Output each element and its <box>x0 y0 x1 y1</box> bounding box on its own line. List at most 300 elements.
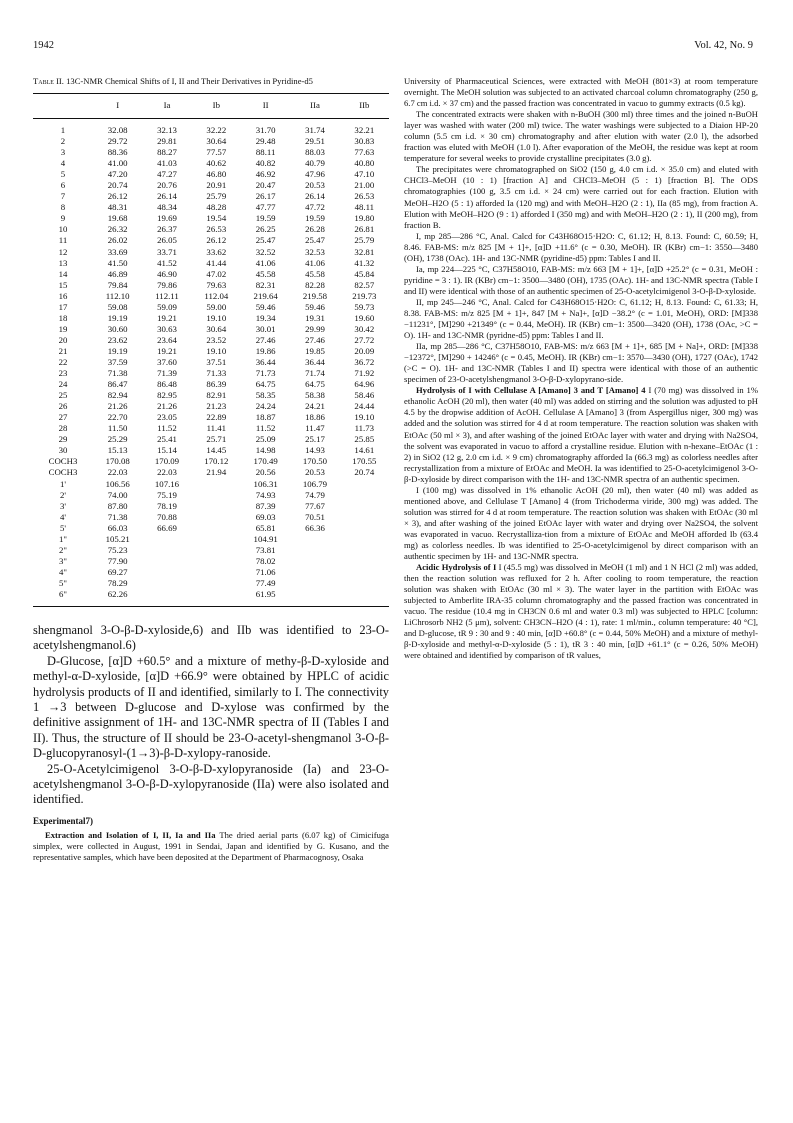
row-label-cell: 28 <box>58 423 68 434</box>
table-row <box>33 490 389 501</box>
table-cell: 41.06 <box>255 257 276 268</box>
table-cell: 58.46 <box>354 390 375 401</box>
table-cell: 170.55 <box>352 456 377 467</box>
table-cell: 59.00 <box>206 301 227 312</box>
table-cell: 19.10 <box>206 312 227 323</box>
table-cell: 82.94 <box>107 390 128 401</box>
table-cell: 30.64 <box>206 136 227 147</box>
table-cell: 26.53 <box>354 191 375 202</box>
table-cell: 71.33 <box>206 368 227 379</box>
table-cell: 41.00 <box>107 158 128 169</box>
table-cell: 86.47 <box>107 379 128 390</box>
table-cell: 32.81 <box>354 246 375 257</box>
right-paragraph-10 <box>404 562 758 661</box>
table-cell: 219.58 <box>302 290 328 301</box>
row-label-cell: 6" <box>59 588 67 599</box>
table-cell: 19.59 <box>255 213 276 224</box>
table-cell: 20.09 <box>354 345 375 356</box>
table-cell: 82.28 <box>305 279 325 290</box>
table-cell: 82.91 <box>206 390 227 401</box>
table-cell: 41.06 <box>305 257 325 268</box>
table-cell: 104.91 <box>253 533 278 544</box>
table-row <box>33 567 389 578</box>
table-cell: 74.00 <box>107 489 128 500</box>
table-cell: 33.62 <box>206 246 227 257</box>
table-cell: 37.51 <box>206 356 227 367</box>
right-paragraph-6: II, mp 245—246 °C, Anal. Calcd for C43H68O15·H2O: C, 61.12; H, 8.13. Found: C, 61.33; H, 8.38. FAB-MS: m/z 825 [M + 1]+, 847 [M + Na]+, [α]D −38.2° (c = 1.01, MeOH), ORD: [M]338 −11231°, [M]290 +21349° (c = 0.44, MeOH). IR (KBr) cm−1: 3500—3420 (OH), 1738 (OAc, >C = O). 1H- and 13C-NMR (pyridne-d5) ppm: Tables I and II. <box>404 296 758 341</box>
row-label-cell: 22 <box>58 356 68 367</box>
table-cell: 19.68 <box>107 213 128 224</box>
row-label-cell: 1 <box>60 125 66 135</box>
row-label-cell: 3' <box>60 500 66 511</box>
table-cell: 26.17 <box>255 191 276 202</box>
row-label-cell: 27 <box>58 412 68 423</box>
experimental-body-1: The dried aerial parts (6.07 kg) of Cimicifuga simplex, were collected in August, 1991 in Sendai, Japan and identified by G. Kusano, and the representative samples, which have been deposited at the Department of Pharmacognosy, Osaka <box>33 829 389 863</box>
journal-volume: Vol. 42, No. 9 <box>694 40 753 51</box>
table-row <box>33 545 389 556</box>
table-cell: 59.46 <box>305 301 325 312</box>
table-row <box>33 501 389 512</box>
table-cell: 46.92 <box>255 169 276 180</box>
table-cell: 87.80 <box>107 500 128 511</box>
table-cell: 71.73 <box>255 368 276 379</box>
table-cell: 66.03 <box>107 522 128 533</box>
table-cell: 45.58 <box>305 268 325 279</box>
table-body <box>33 119 389 607</box>
table-cell: 45.58 <box>255 268 276 279</box>
table-cell <box>192 479 241 490</box>
table-cell: 61.95 <box>255 588 276 599</box>
table-cell: 59.08 <box>107 301 128 312</box>
row-label-cell: 13 <box>58 257 68 268</box>
table-cell: 24.24 <box>255 401 276 412</box>
row-label-cell: 15 <box>58 279 68 290</box>
table-cell: 20.53 <box>305 180 325 191</box>
table-cell: 25.09 <box>255 434 276 445</box>
table-row <box>33 556 389 567</box>
table-cell: 27.46 <box>255 334 276 345</box>
row-label-cell: 4" <box>59 566 67 577</box>
table-cell: 37.59 <box>107 356 128 367</box>
table-header-row <box>33 94 389 119</box>
table-row <box>33 119 389 137</box>
table-cell: 64.75 <box>255 379 276 390</box>
table-cell: 14.98 <box>255 445 276 456</box>
table-cell: 170.09 <box>154 456 180 467</box>
table-cell: 75.23 <box>107 544 128 555</box>
table-row <box>33 335 389 346</box>
table-cell: 36.44 <box>255 356 276 367</box>
table-cell <box>192 545 241 556</box>
table-row <box>33 467 389 478</box>
table-row <box>33 523 389 534</box>
table-cell: 26.81 <box>354 224 375 235</box>
nmr-table <box>33 93 389 607</box>
table-cell: 46.90 <box>157 268 177 279</box>
table-cell: 65.81 <box>255 522 276 533</box>
table-cell: 30.01 <box>255 323 276 334</box>
table-cell: 20.91 <box>206 180 227 191</box>
table-row <box>33 258 389 269</box>
table-cell <box>290 578 339 589</box>
table-cell: 24.44 <box>354 401 375 412</box>
table-cell: 74.79 <box>305 489 325 500</box>
table-cell: 11.41 <box>206 423 227 434</box>
table-cell: 26.28 <box>305 224 325 235</box>
table-cell <box>192 512 241 523</box>
row-label-cell: 2' <box>60 489 66 500</box>
table-cell: 48.34 <box>157 202 177 213</box>
table-row <box>33 224 389 235</box>
table-cell: 40.79 <box>305 158 325 169</box>
table-row <box>33 357 389 368</box>
table-cell: 32.22 <box>206 125 227 135</box>
row-label-cell: 11 <box>58 235 68 246</box>
table-cell: 78.19 <box>157 500 177 511</box>
table-cell: 71.06 <box>255 566 276 577</box>
table-caption <box>33 76 389 87</box>
table-cell: 25.41 <box>157 434 177 445</box>
table-cell: 26.37 <box>157 224 177 235</box>
table-row <box>33 169 389 180</box>
table-cell: 79.86 <box>157 279 177 290</box>
table-cell: 32.52 <box>255 246 276 257</box>
table-row <box>33 235 389 246</box>
table-cell: 219.64 <box>253 290 278 301</box>
row-label-cell: 18 <box>58 312 68 323</box>
table-cell: 25.47 <box>255 235 276 246</box>
table-row <box>33 136 389 147</box>
table-header-cell: I <box>116 100 120 111</box>
left-paragraph-3: 25-O-Acetylcimigenol 3-O-β-D-xylopyranoside (Ia) and 23-O-acetylshengmanol 3-O-β-D-xylopyranoside (IIa) were also isolated and identified. <box>33 761 389 807</box>
table-cell: 71.38 <box>107 368 128 379</box>
table-row <box>33 280 389 291</box>
table-cell: 82.31 <box>255 279 276 290</box>
table-cell <box>142 589 191 607</box>
table-cell: 26.14 <box>157 191 177 202</box>
table-cell: 71.39 <box>157 368 177 379</box>
table-cell: 20.53 <box>305 467 325 478</box>
table-cell <box>340 479 389 490</box>
table-cell <box>340 512 389 523</box>
table-cell: 19.21 <box>157 345 177 356</box>
right-paragraph-1: University of Pharmaceutical Sciences, were extracted with MeOH (801×3) at room temperature overnight. The MeOH solution was subjected to an activated charcoal column chromatography (250 g, 6.7 cm i.d. × 37 cm) and the passed fraction was concentrated in vacuo to gummy extracts (0.5 kg). <box>404 76 758 109</box>
table-header-cell: Ib <box>212 100 220 111</box>
row-label-cell: COCH3 <box>48 456 78 467</box>
table-cell: 105.21 <box>105 533 130 544</box>
table-header-cell: IIb <box>359 100 370 111</box>
table-cell: 78.02 <box>255 555 276 566</box>
table-row <box>33 412 389 423</box>
table-cell: 64.75 <box>305 379 325 390</box>
table-cell: 25.29 <box>107 434 128 445</box>
row-label-cell: 4 <box>60 158 66 169</box>
table-cell: 32.08 <box>107 125 128 135</box>
row-label-cell: 17 <box>58 301 68 312</box>
table-cell: 36.72 <box>354 356 375 367</box>
table-cell: 11.50 <box>107 423 128 434</box>
table-cell: 59.73 <box>354 301 375 312</box>
row-label-cell: 5" <box>59 577 67 588</box>
table-row <box>33 423 389 434</box>
row-label-cell: 1' <box>60 478 66 489</box>
table-cell <box>340 501 389 512</box>
table-cell: 48.11 <box>354 202 375 213</box>
table-cell <box>192 589 241 607</box>
right-paragraph-4: I, mp 285—286 °C, Anal. Calcd for C43H68O15·H2O: C, 61.12; H, 8.13. Found: C, 60.59; H, 8.46. FAB-MS: m/z 825 [M + 1]+, [α]D +11.6° (c = 0.30, MeOH). IR (KBr) cm−1: 3550—3480 (OH), 1738 (OAc). 1H- and 13C-NMR (pyridine-d5) ppm: Tables I and II. <box>404 230 758 263</box>
table-cell: 19.86 <box>255 345 276 356</box>
row-label-cell: 2 <box>60 136 66 147</box>
table-row <box>33 589 389 607</box>
table-cell <box>290 556 339 567</box>
table-row <box>33 302 389 313</box>
table-header-cell <box>33 94 93 119</box>
table-cell: 77.49 <box>255 577 276 588</box>
right-paragraph-2: The concentrated extracts were shaken with n-BuOH (300 ml) three times and the joined n-BuOH layer was washed with water (200 ml) twice. The water washings were subjected to a Diaion HP-20 column (5.5 cm i.d. × 30 cm) chromatography and after elution with water (2.0 l), the adsorbed fraction was eluted with MeOH (1.0 l). After evaporation of the MeOH, the residue was kept at room temperature for several weeks to provide crystalline precipitates (3.0 g). <box>404 109 758 164</box>
table-cell: 33.71 <box>157 246 177 257</box>
table-cell: 106.56 <box>105 478 130 489</box>
table-cell <box>192 534 241 545</box>
table-cell: 11.73 <box>354 423 375 434</box>
table-row <box>33 534 389 545</box>
table-header-cell: Ia <box>163 100 171 111</box>
table-cell: 26.14 <box>305 191 325 202</box>
table-cell <box>340 490 389 501</box>
table-cell: 19.19 <box>107 312 128 323</box>
table-row <box>33 191 389 202</box>
table-cell: 71.74 <box>305 368 325 379</box>
table-cell: 25.71 <box>206 434 227 445</box>
table-cell: 170.49 <box>253 456 278 467</box>
table-cell: 112.04 <box>204 290 229 301</box>
table-cell: 14.93 <box>305 445 325 456</box>
table-cell <box>290 589 339 607</box>
table-cell: 30.60 <box>107 323 128 334</box>
table-cell <box>192 578 241 589</box>
table-cell: 47.72 <box>305 202 325 213</box>
row-label-cell: 20 <box>58 334 68 345</box>
right-subheading-10: Acidic Hydrolysis of I <box>416 562 497 573</box>
table-cell <box>290 567 339 578</box>
right-paragraph-8 <box>404 385 758 484</box>
table-cell: 170.08 <box>105 456 130 467</box>
table-cell: 26.05 <box>157 235 177 246</box>
table-cell: 41.32 <box>354 257 375 268</box>
table-cell: 59.46 <box>255 301 276 312</box>
table-cell: 79.84 <box>107 279 128 290</box>
table-cell <box>142 578 191 589</box>
page-number: 1942 <box>33 40 54 51</box>
table-cell: 29.72 <box>107 136 128 147</box>
table-cell <box>142 545 191 556</box>
row-label-cell: 6 <box>60 180 66 191</box>
table-cell: 30.64 <box>206 323 227 334</box>
table-cell: 88.36 <box>107 147 128 158</box>
row-label-cell: 19 <box>58 323 68 334</box>
table-cell: 32.21 <box>354 125 375 135</box>
table-cell: 88.11 <box>255 147 276 158</box>
table-cell <box>290 545 339 556</box>
table-cell: 78.29 <box>107 577 128 588</box>
table-cell: 15.14 <box>157 445 177 456</box>
table-cell: 71.38 <box>107 511 128 522</box>
table-cell: 14.45 <box>206 445 227 456</box>
experimental-paragraph-1 <box>33 830 389 863</box>
table-row <box>33 202 389 213</box>
row-label-cell: 14 <box>58 268 68 279</box>
table-cell: 70.51 <box>305 511 325 522</box>
table-cell: 31.74 <box>305 125 325 135</box>
table-cell: 32.13 <box>157 125 177 135</box>
table-cell: 82.95 <box>157 390 177 401</box>
table-row <box>33 512 389 523</box>
table-row <box>33 313 389 324</box>
table-cell: 25.79 <box>354 235 375 246</box>
table-cell: 47.96 <box>305 169 325 180</box>
table-cell: 19.10 <box>206 345 227 356</box>
table-cell: 18.86 <box>305 412 325 423</box>
table-cell: 19.31 <box>305 312 325 323</box>
table-cell: 77.67 <box>305 500 325 511</box>
table-cell: 25.17 <box>305 434 325 445</box>
row-label-cell: 7 <box>60 191 66 202</box>
right-paragraph-3: The precipitates were chromatographed on SiO2 (150 g, 4.0 cm i.d. × 35.0 cm) and eluted with CHCl3–MeOH (10 : 1) [fraction A] and CHCl3–MeOH (5 : 1) [fraction B]. The ODS chromatographies (100 g, 3.5 cm i.d. × 24 cm) were carried out for each fraction. Elution with MeOH–H2O (5 : 1) afforded Ia (120 mg) and with MeOH–H2O (2 : 1), IIa (85 mg), from fraction A. Elution with MeOH–H2O (9 : 1) afforded I (350 mg) and with MeOH–H2O (2 : 1), II (200 mg), from fraction B. <box>404 164 758 230</box>
table-cell: 40.82 <box>255 158 276 169</box>
row-label-cell: 24 <box>58 379 68 390</box>
left-paragraph-1: shengmanol 3-O-β-D-xyloside,6) and IIb was identified to 23-O-acetylshengmanol.6) <box>33 623 389 653</box>
table-cell: 36.44 <box>305 356 325 367</box>
table-cell: 58.38 <box>305 390 325 401</box>
table-cell: 41.50 <box>107 257 128 268</box>
table-cell: 26.32 <box>107 224 128 235</box>
table-cell: 11.47 <box>305 423 325 434</box>
table-caption-label: Table II. <box>33 76 64 86</box>
table-cell: 21.23 <box>206 401 227 412</box>
table-cell: 47.27 <box>157 169 177 180</box>
experimental-subheading-1: Extraction and Isolation of I, II, Ia and IIa <box>45 829 216 840</box>
table-cell <box>340 534 389 545</box>
table-cell: 19.80 <box>354 213 375 224</box>
table-cell: 86.48 <box>157 379 177 390</box>
table-cell <box>290 534 339 545</box>
table-cell: 69.03 <box>255 511 276 522</box>
table-cell: 37.60 <box>157 356 177 367</box>
table-cell <box>142 567 191 578</box>
table-cell: 47.20 <box>107 169 128 180</box>
table-row <box>33 578 389 589</box>
table-cell <box>192 490 241 501</box>
table-cell <box>142 556 191 567</box>
table-cell <box>340 523 389 534</box>
right-paragraph-5: Ia, mp 224—225 °C, C37H58O10, FAB-MS: m/z 663 [M + 1]+, [α]D +25.2° (c = 0.31, MeOH : pyridine = 3 : 1). IR (KBr) cm−1: 3500—3480 (OH), 1735 (OAc). 1H- and 13C-NMR spectra (Table I and II) were identical with those of an authentic specimen of 25-O-acetylcimigenol 3-O-β-D-xyloside. <box>404 263 758 296</box>
right-body-10: I (45.5 mg) was dissolved in MeOH (1 ml) and 1 N HCl (2 ml) was added, then the reaction solution was refluxed for 2 h. After cooling to room temperature, the reaction solution was shaken with EtOAc (30 ml × 3). The water layer in the partition with EtOAc was subjected to Amberlite IRA-35 column chromatography and the passed fraction was concentrated in vacuo. The residue (10.4 mg in CH3CN 0.6 ml and water 0.3 ml) was subjected to HPLC [column: LiChrosorb NH2 (5 μm), solvent: CH3CN–H2O (4 : 1), rate: 1 ml/min., column temperature: 40 °C], and D-glucose, tR 9 : 30 and 9 : 40 min, [α]D +60.8° (c = 0.44, 50% MeOH) and a mixture of methyl-β-D-xyloside and methyl-α-D-xyloside (5 : 1), tR 3 : 40 min, [α]D +61.1° (c = 0.26, 50% MeOH) were obtained and identified by comparison of tR values, <box>404 562 758 661</box>
table-cell <box>192 556 241 567</box>
table-cell: 41.44 <box>206 257 227 268</box>
table-cell: 47.77 <box>255 202 276 213</box>
table-cell: 69.27 <box>107 566 128 577</box>
table-row <box>33 324 389 335</box>
table-cell: 22.89 <box>206 412 227 423</box>
table-cell: 77.63 <box>354 147 375 158</box>
row-label-cell: 29 <box>58 434 68 445</box>
table-cell: 11.52 <box>157 423 177 434</box>
row-label-cell: 12 <box>58 246 68 257</box>
table-cell: 30.63 <box>157 323 177 334</box>
right-column <box>404 76 758 661</box>
table-row <box>33 180 389 191</box>
table-row <box>33 291 389 302</box>
table-cell: 26.12 <box>206 235 227 246</box>
table-cell: 29.81 <box>157 136 177 147</box>
table-row <box>33 456 389 467</box>
table-cell: 21.26 <box>157 401 177 412</box>
table-cell: 27.46 <box>305 334 325 345</box>
table-cell: 79.63 <box>206 279 227 290</box>
table-cell: 33.69 <box>107 246 128 257</box>
table-cell: 19.10 <box>354 412 375 423</box>
table-cell: 26.12 <box>107 191 128 202</box>
table-cell: 26.53 <box>206 224 227 235</box>
table-cell: 27.72 <box>354 334 375 345</box>
table-cell: 20.74 <box>107 180 128 191</box>
table-cell: 75.19 <box>157 489 177 500</box>
table-cell: 23.05 <box>157 412 177 423</box>
table-cell: 41.03 <box>157 158 177 169</box>
row-label-cell: 23 <box>58 368 68 379</box>
table-cell: 22.03 <box>157 467 177 478</box>
table-cell: 20.74 <box>354 467 375 478</box>
table-cell: 25.79 <box>206 191 227 202</box>
table-cell: 21.00 <box>354 180 375 191</box>
table-cell: 29.99 <box>305 323 325 334</box>
table-cell: 73.81 <box>255 544 276 555</box>
table-cell: 170.12 <box>204 456 229 467</box>
row-label-cell: COCH3 <box>48 467 78 478</box>
table-cell <box>340 589 389 607</box>
table-cell: 19.34 <box>255 312 276 323</box>
table-cell: 82.57 <box>354 279 375 290</box>
table-cell: 21.94 <box>206 467 227 478</box>
table-row <box>33 147 389 158</box>
table-cell: 24.21 <box>305 401 325 412</box>
table-cell <box>192 567 241 578</box>
table-cell: 32.53 <box>305 246 325 257</box>
row-label-cell: 25 <box>58 390 68 401</box>
table-cell: 19.54 <box>206 213 227 224</box>
left-column <box>33 76 389 863</box>
table-row <box>33 445 389 456</box>
table-cell: 74.93 <box>255 489 276 500</box>
table-cell: 58.35 <box>255 390 276 401</box>
table-cell: 22.70 <box>107 412 128 423</box>
table-cell: 20.76 <box>157 180 177 191</box>
table-cell <box>340 545 389 556</box>
table-cell <box>142 534 191 545</box>
table-cell <box>192 501 241 512</box>
table-cell: 170.50 <box>302 456 328 467</box>
table-cell: 48.28 <box>206 202 227 213</box>
table-cell: 47.02 <box>206 268 227 279</box>
table-cell: 107.16 <box>154 478 180 489</box>
row-label-cell: 3 <box>60 147 66 158</box>
table-cell: 40.62 <box>206 158 227 169</box>
row-label-cell: 5' <box>60 522 66 533</box>
left-paragraph-2: D-Glucose, [α]D +60.5° and a mixture of methy-β-D-xyloside and methyl-α-D-xyloside, [α]D +66.9° were obtained by HPLC of acidic hydrolysis products of II and identified, similarly to I. The connectivity 1 →3 between D-glucose and D-xylose was confirmed by the definitive assignment of 1H- and 13C-NMR spectra of II (Tables I and II). Thus, the structure of II should be 23-O-acetyl-shengmanol 3-O-β-D-glucopyranosyl-(1→3)-β-D-xylopy-ranoside. <box>33 653 389 761</box>
table-cell: 40.80 <box>354 158 375 169</box>
table-cell: 21.26 <box>107 401 128 412</box>
table-cell: 25.47 <box>305 235 325 246</box>
table-cell: 66.69 <box>157 522 177 533</box>
